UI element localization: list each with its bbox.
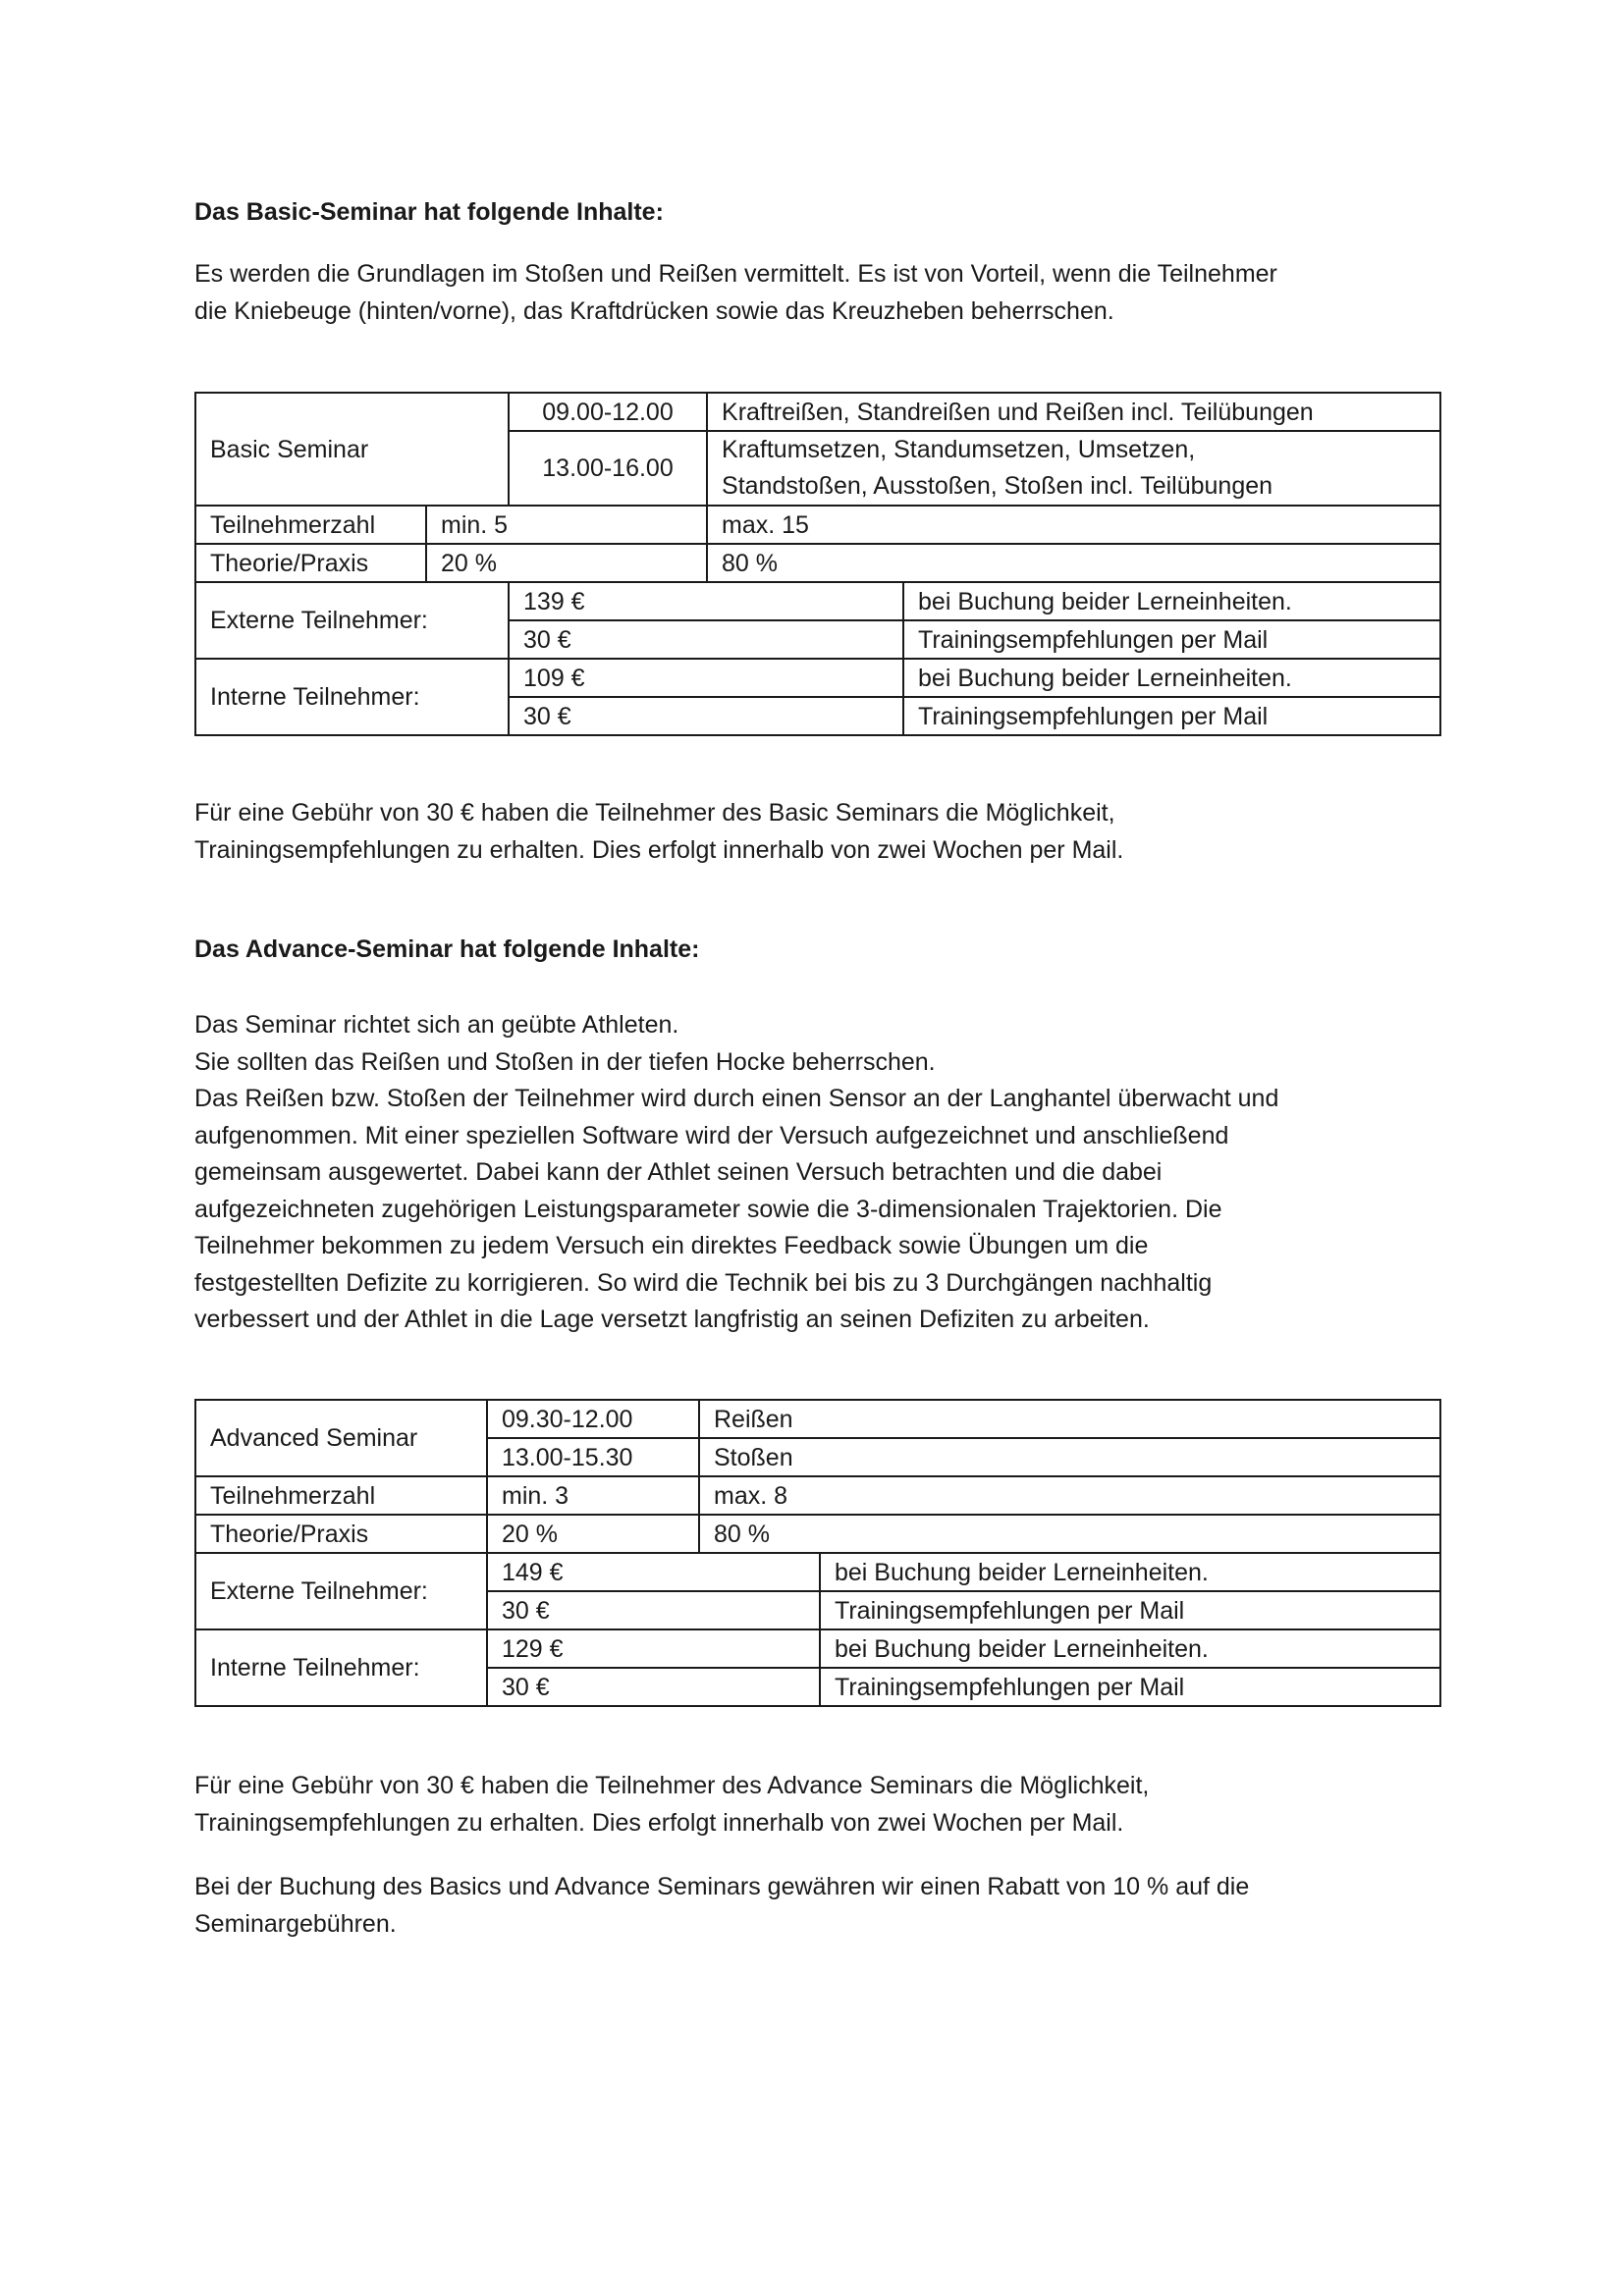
text-line: aufgezeichneten zugehörigen Leistungsparameter sowie die 3-dimensionalen Trajektorien. Die <box>194 1195 1222 1223</box>
session-time-cell: 09.00-12.00 <box>509 393 707 431</box>
participants-max-cell: max. 15 <box>707 506 1440 544</box>
text-line: Bei der Buchung des Basics und Advance Seminars gewähren wir einen Rabatt von 10 % auf die <box>194 1873 1250 1900</box>
price-cell: 139 € <box>509 582 903 620</box>
table-row <box>195 1400 1440 1438</box>
price-note-cell: bei Buchung beider Lerneinheiten. <box>820 1553 1440 1591</box>
participants-max-cell: max. 8 <box>699 1476 1440 1515</box>
table-row <box>195 1629 1440 1668</box>
participants-label-cell: Teilnehmerzahl <box>195 1476 487 1515</box>
discount-note <box>194 1869 1249 1943</box>
basic-seminar-table <box>194 392 1441 736</box>
seminar-label-cell: Basic Seminar <box>195 393 509 506</box>
external-label-cell: Externe Teilnehmer: <box>195 1553 487 1629</box>
table-row <box>195 1476 1440 1515</box>
price-cell: 149 € <box>487 1553 820 1591</box>
advance-seminar-table <box>194 1399 1441 1707</box>
text-line: aufgenommen. Mit einer speziellen Software wird der Versuch aufgezeichnet und anschließend <box>194 1121 1229 1149</box>
table-row <box>195 393 1440 431</box>
session-content-cell: Stoßen <box>699 1438 1440 1476</box>
seminar-label-cell: Advanced Seminar <box>195 1400 487 1476</box>
participants-label-cell: Teilnehmerzahl <box>195 506 426 544</box>
text-line: Für eine Gebühr von 30 € haben die Teilnehmer des Basic Seminars die Möglichkeit, <box>194 799 1115 827</box>
basic-fee-note <box>194 795 1123 869</box>
practice-value-cell: 80 % <box>707 544 1440 582</box>
price-note-cell: Trainingsempfehlungen per Mail <box>820 1668 1440 1706</box>
price-note-cell: Trainingsempfehlungen per Mail <box>820 1591 1440 1629</box>
text-line: Teilnehmer bekommen zu jedem Versuch ein direktes Feedback sowie Übungen um die <box>194 1232 1149 1259</box>
text-line: Für eine Gebühr von 30 € haben die Teilnehmer des Advance Seminars die Möglichkeit, <box>194 1772 1150 1799</box>
price-cell: 30 € <box>509 697 903 735</box>
table-row <box>195 1553 1440 1591</box>
text-line: Es werden die Grundlagen im Stoßen und Reißen vermittelt. Es ist von Vorteil, wenn die Teilnehmer <box>194 260 1277 288</box>
session-content-cell: Reißen <box>699 1400 1440 1438</box>
theory-label-cell: Theorie/Praxis <box>195 1515 487 1553</box>
session-content-cell <box>707 431 1440 506</box>
session-time-cell: 09.30-12.00 <box>487 1400 699 1438</box>
price-note-cell: Trainingsempfehlungen per Mail <box>903 697 1440 735</box>
price-cell: 30 € <box>487 1591 820 1629</box>
theory-label-cell: Theorie/Praxis <box>195 544 426 582</box>
session-time-cell: 13.00-15.30 <box>487 1438 699 1476</box>
text-line: Seminargebühren. <box>194 1909 397 1938</box>
text-line: festgestellten Defizite zu korrigieren. So wird die Technik bei bis zu 3 Durchgängen nachhaltig <box>194 1268 1213 1297</box>
external-label-cell: Externe Teilnehmer: <box>195 582 509 659</box>
price-note-cell: Trainingsempfehlungen per Mail <box>903 620 1440 659</box>
cell-line: Standstoßen, Ausstoßen, Stoßen incl. Teilübungen <box>722 472 1273 500</box>
price-cell: 109 € <box>509 659 903 697</box>
table-row <box>195 582 1440 620</box>
price-note-cell: bei Buchung beider Lerneinheiten. <box>903 659 1440 697</box>
advance-fee-note <box>194 1768 1149 1842</box>
table-row <box>195 659 1440 697</box>
basic-seminar-intro <box>194 256 1277 330</box>
price-cell: 129 € <box>487 1629 820 1668</box>
text-line: Sie sollten das Reißen und Stoßen in der tiefen Hocke beherrschen. <box>194 1047 936 1076</box>
table-row <box>195 506 1440 544</box>
price-cell: 30 € <box>509 620 903 659</box>
text-line: Trainingsempfehlungen zu erhalten. Dies erfolgt innerhalb von zwei Wochen per Mail. <box>194 1808 1124 1837</box>
basic-seminar-heading: Das Basic-Seminar hat folgende Inhalte: <box>194 198 664 226</box>
participants-min-cell: min. 5 <box>426 506 707 544</box>
text-line: verbessert und der Athlet in die Lage versetzt langfristig an seinen Defiziten zu arbeiten. <box>194 1306 1150 1333</box>
price-cell: 30 € <box>487 1668 820 1706</box>
text-line: Trainingsempfehlungen zu erhalten. Dies erfolgt innerhalb von zwei Wochen per Mail. <box>194 835 1124 864</box>
theory-value-cell: 20 % <box>487 1515 699 1553</box>
advance-seminar-heading: Das Advance-Seminar hat folgende Inhalte: <box>194 935 700 963</box>
text-line: die Kniebeuge (hinten/vorne), das Kraftdrücken sowie das Kreuzheben beherrschen. <box>194 296 1114 325</box>
text-line: Das Reißen bzw. Stoßen der Teilnehmer wird durch einen Sensor an der Langhantel überwacht und <box>194 1085 1279 1112</box>
advance-seminar-intro <box>194 1007 1278 1339</box>
internal-label-cell: Interne Teilnehmer: <box>195 659 509 735</box>
price-note-cell: bei Buchung beider Lerneinheiten. <box>903 582 1440 620</box>
session-time-cell: 13.00-16.00 <box>509 431 707 506</box>
practice-value-cell: 80 % <box>699 1515 1440 1553</box>
text-line: gemeinsam ausgewertet. Dabei kann der Athlet seinen Versuch betrachten und die dabei <box>194 1158 1163 1186</box>
table-row <box>195 1515 1440 1553</box>
participants-min-cell: min. 3 <box>487 1476 699 1515</box>
cell-line: Kraftumsetzen, Standumsetzen, Umsetzen, <box>722 436 1196 463</box>
internal-label-cell: Interne Teilnehmer: <box>195 1629 487 1706</box>
text-line: Das Seminar richtet sich an geübte Athleten. <box>194 1011 679 1039</box>
price-note-cell: bei Buchung beider Lerneinheiten. <box>820 1629 1440 1668</box>
theory-value-cell: 20 % <box>426 544 707 582</box>
session-content-cell: Kraftreißen, Standreißen und Reißen incl. Teilübungen <box>707 393 1440 431</box>
table-row <box>195 544 1440 582</box>
